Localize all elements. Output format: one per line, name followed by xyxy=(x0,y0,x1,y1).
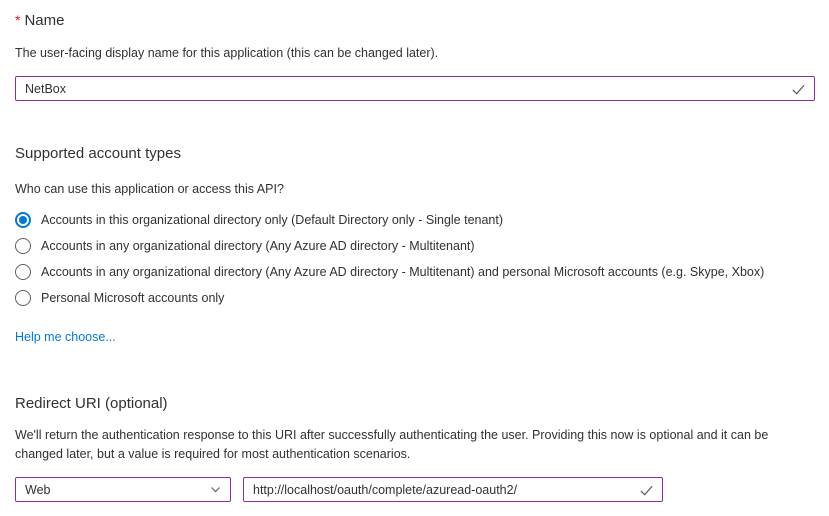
account-types-title: Supported account types xyxy=(15,145,181,162)
radio-button-icon[interactable] xyxy=(15,238,31,254)
radio-button-icon[interactable] xyxy=(15,212,31,228)
uri-input-wrap xyxy=(243,477,663,502)
radio-option-multitenant[interactable] xyxy=(15,233,815,259)
radio-option-label: Accounts in this organizational directory only (Default Directory only - Single tenant) xyxy=(41,213,504,227)
radio-option-label: Personal Microsoft accounts only xyxy=(41,291,225,305)
radio-option-single-tenant[interactable] xyxy=(15,207,815,233)
name-section-title xyxy=(15,10,815,31)
radio-option-label: Accounts in any organizational directory (Any Azure AD directory - Multitenant) and personal Microsoft accounts (e.g. Skype, Xbox) xyxy=(41,265,765,279)
supported-account-types-section xyxy=(15,144,815,346)
platform-select[interactable] xyxy=(15,477,231,502)
help-me-choose-link[interactable]: Help me choose... xyxy=(15,330,116,344)
redirect-uri-input[interactable] xyxy=(243,477,663,502)
account-types-question: Who can use this application or access this API? xyxy=(15,182,284,196)
chevron-down-icon xyxy=(209,483,222,496)
redirect-uri-controls xyxy=(15,477,815,502)
redirect-uri-title: Redirect URI (optional) xyxy=(15,395,168,412)
radio-option-multitenant-personal[interactable] xyxy=(15,259,815,285)
name-label: Name xyxy=(24,12,65,29)
radio-button-icon[interactable] xyxy=(15,290,31,306)
radio-option-personal-only[interactable] xyxy=(15,285,815,311)
radio-option-label: Accounts in any organizational directory (Any Azure AD directory - Multitenant) xyxy=(41,239,475,253)
required-marker: * xyxy=(15,12,21,28)
redirect-uri-description: We'll return the authentication response to this URI after successfully authenticating the user. Providing this now is optional and it can be changed later, but a value is required for most authentication scenarios. xyxy=(15,428,769,461)
name-description: The user-facing display name for this application (this can be changed later). xyxy=(15,46,439,60)
redirect-uri-section xyxy=(15,394,815,502)
account-types-radio-group xyxy=(15,207,815,311)
platform-select-value: Web xyxy=(25,482,51,497)
name-input-wrap xyxy=(15,76,815,101)
radio-button-icon[interactable] xyxy=(15,264,31,280)
name-input[interactable] xyxy=(15,76,815,101)
